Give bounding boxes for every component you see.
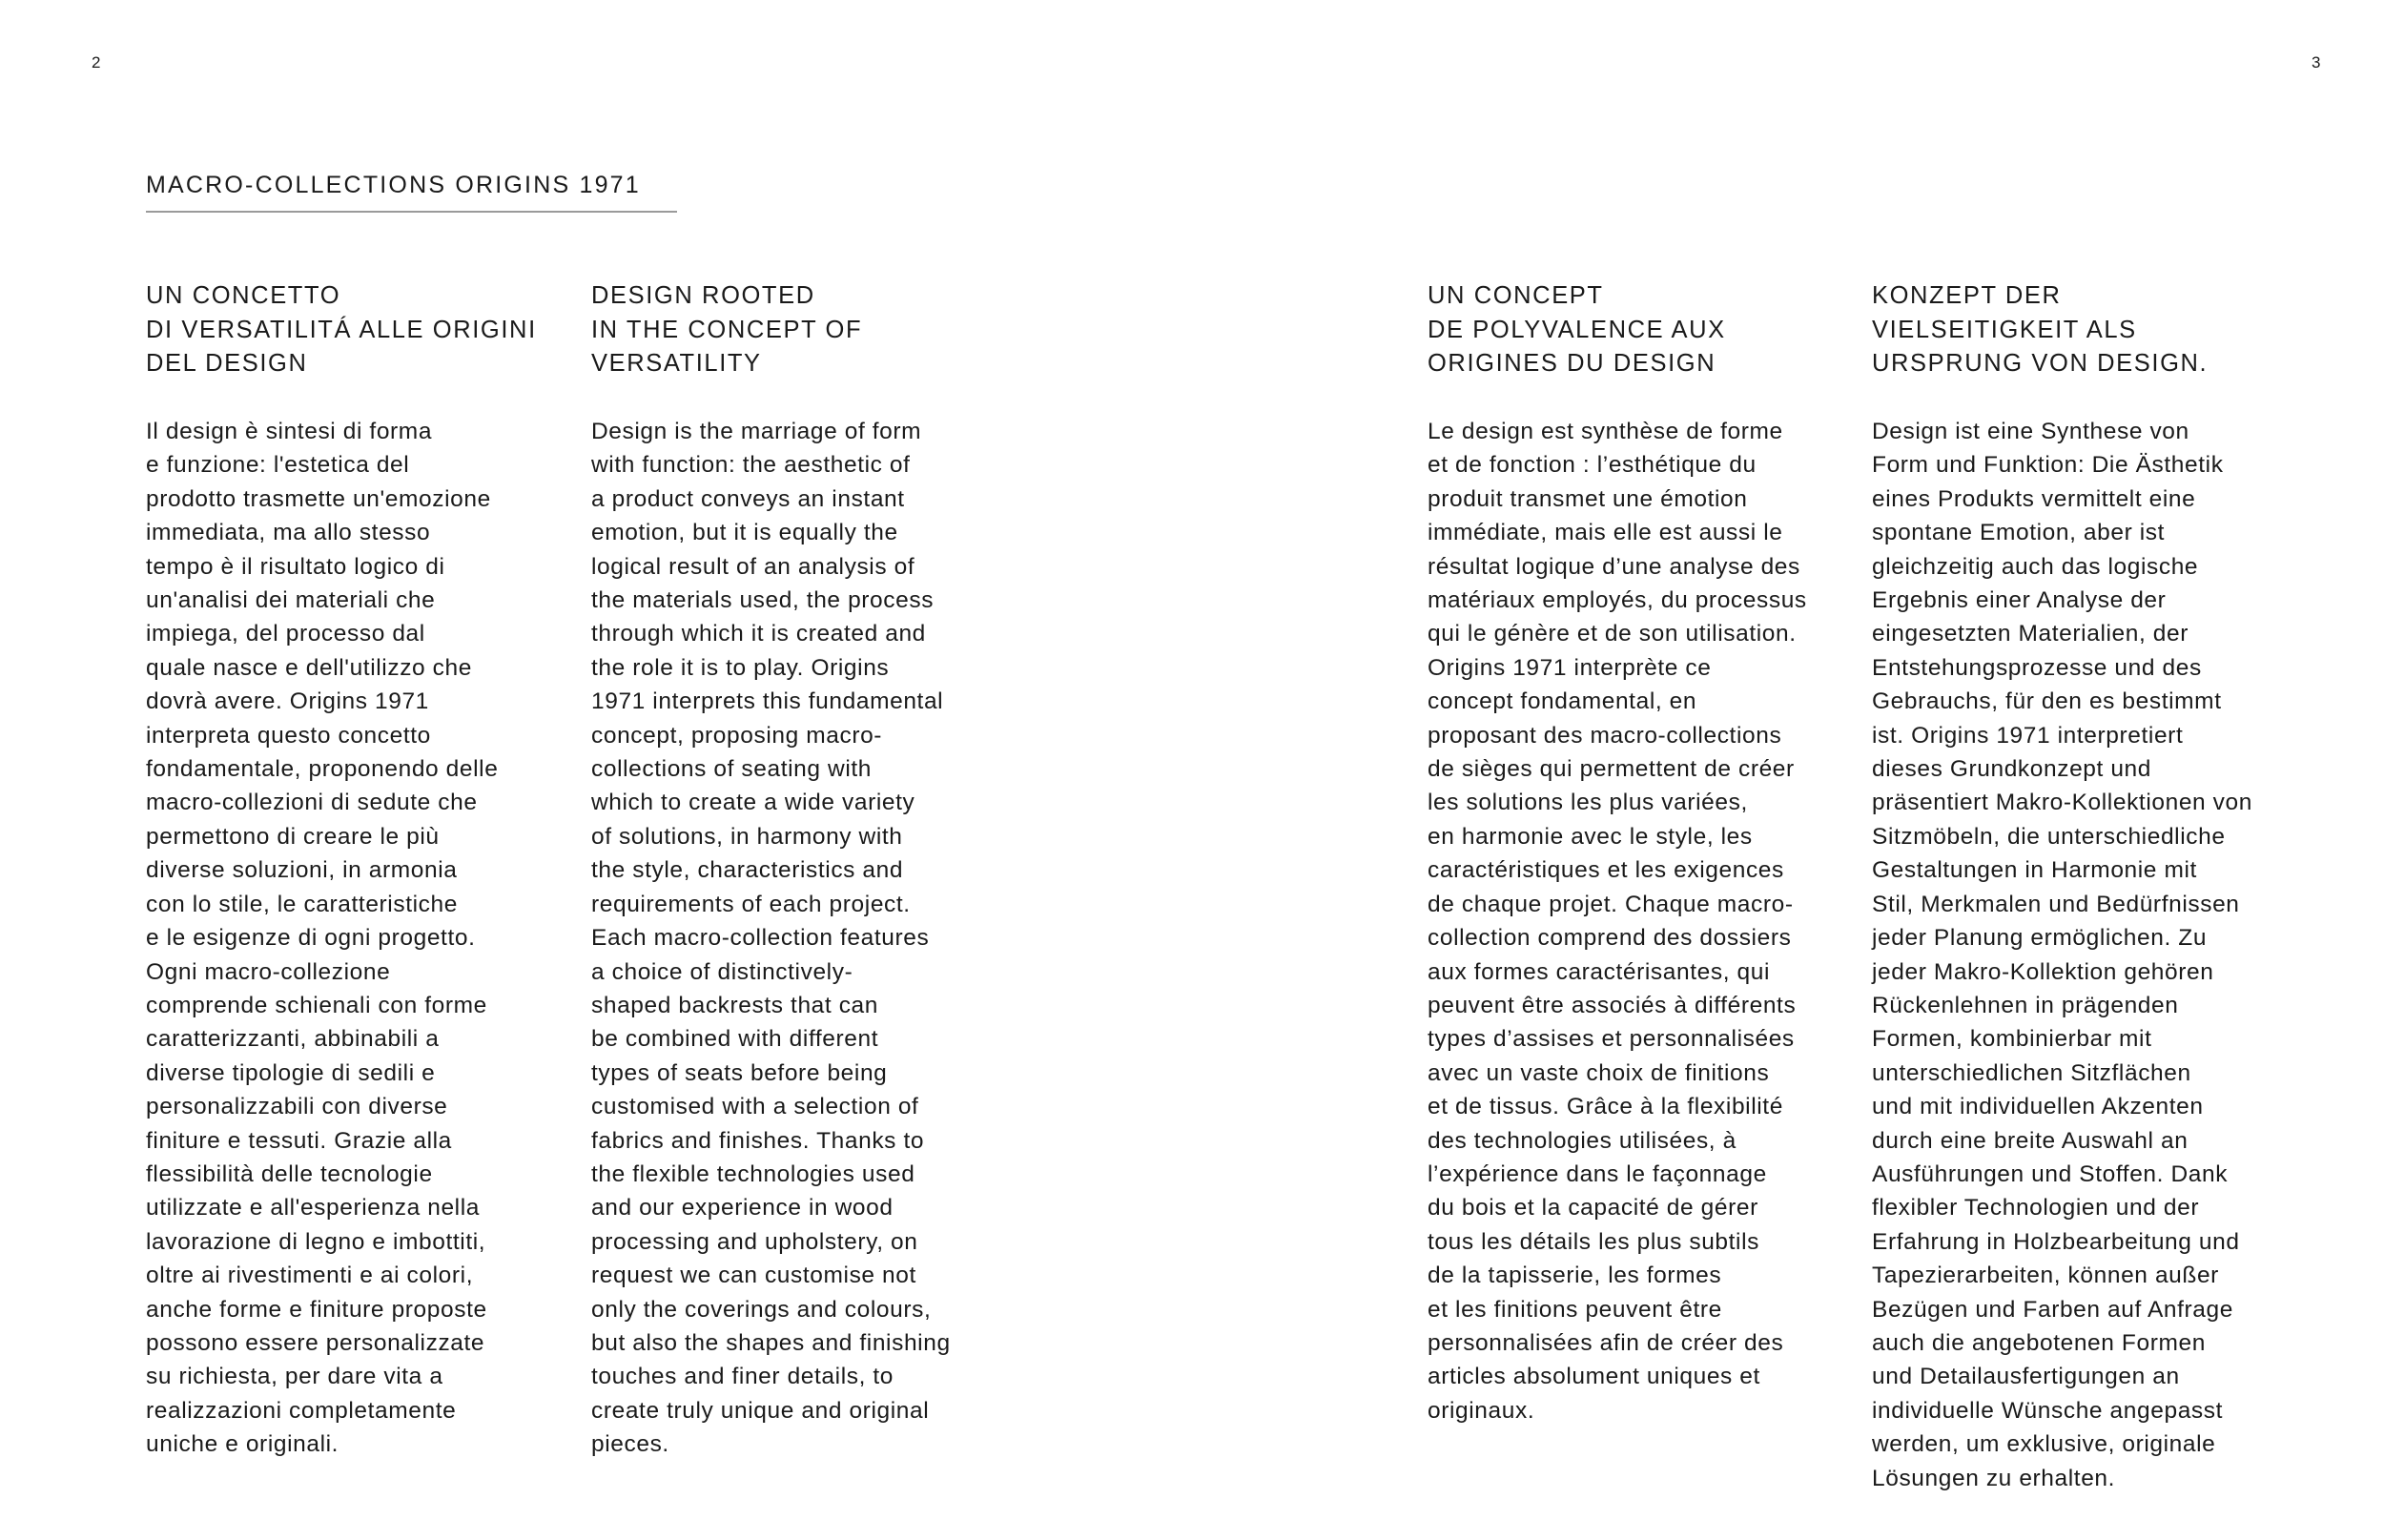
body-line: permettono di creare le più [146,823,440,850]
body-line: flessibilità delle tecnologie [146,1160,433,1187]
body-line: personalizzabili con diverse [146,1094,448,1120]
body-line: und mit individuellen Akzenten [1872,1094,2204,1120]
body-line: macro-collezioni di sedute che [146,790,478,816]
heading-line: DEL DESIGN [146,350,308,377]
body-line: articles absolument uniques et [1428,1364,1760,1390]
heading-line: UN CONCETTO [146,282,341,309]
body-line: flexibler Technologien und der [1872,1195,2200,1222]
heading-line: DESIGN ROOTED [591,282,815,309]
body-line: fondamentale, proponendo delle [146,756,499,783]
body-line: Stil, Merkmalen und Bedürfnissen [1872,891,2240,917]
body-line: the style, characteristics and [591,857,904,884]
body-line: de sièges qui permettent de créer [1428,756,1795,783]
body-line: un'analisi dei materiali che [146,587,436,614]
body-line: ist. Origins 1971 interpretiert [1872,722,2184,749]
body-line: impiega, del processo dal [146,621,425,647]
body-line: Origins 1971 interprète ce [1428,654,1712,681]
body-line: utilizzate e all'esperienza nella [146,1195,480,1222]
body-line: prodotto trasmette un'emozione [146,485,491,512]
column-body [1872,415,2292,1495]
body-line: Ogni macro-collezione [146,958,391,985]
body-line: requirements of each project. [591,891,911,917]
body-line: Entstehungsprozesse und des [1872,654,2202,681]
body-line: Erfahrung in Holzbearbeitung und [1872,1228,2240,1255]
body-line: collection comprend des dossiers [1428,925,1792,952]
heading-line: DI VERSATILITÁ ALLE ORIGINI [146,316,537,343]
body-line: con lo stile, le caratteristiche [146,891,458,917]
body-line: personnalisées afin de créer des [1428,1329,1784,1356]
body-line: fabrics and finishes. Thanks to [591,1127,925,1154]
body-line: résultat logique d’une analyse des [1428,553,1800,580]
body-line: Formen, kombinierbar mit [1872,1026,2152,1053]
column-heading [1872,279,2292,381]
body-line: lavorazione di legno e imbottiti, [146,1228,486,1255]
body-line: aux formes caractérisantes, qui [1428,958,1771,985]
heading-line: ORIGINES DU DESIGN [1428,350,1716,377]
body-line: collections of seating with [591,756,873,783]
body-line: comprende schienali con forme [146,992,487,1018]
body-line: 1971 interprets this fundamental [591,688,944,715]
body-line: et les finitions peuvent être [1428,1296,1722,1323]
body-line: a choice of distinctively- [591,958,853,985]
body-line: Each macro-collection features [591,925,930,952]
body-line: immédiate, mais elle est aussi le [1428,520,1783,546]
body-line: of solutions, in harmony with [591,823,903,850]
body-line: l’expérience dans le façonnage [1428,1160,1767,1187]
body-line: tous les détails les plus subtils [1428,1228,1759,1255]
column-italian [146,279,565,1462]
body-line: uniche e originali. [146,1431,339,1458]
body-line: avec un vaste choix de finitions [1428,1059,1770,1086]
body-line: a product conveys an instant [591,485,905,512]
body-line: touches and finer details, to [591,1364,894,1390]
body-line: with function: the aesthetic of [591,452,911,479]
column-english [591,279,1011,1462]
body-line: immediata, ma allo stesso [146,520,431,546]
body-line: concept, proposing macro- [591,722,883,749]
column-heading [1428,279,1847,381]
body-line: possono essere personalizzate [146,1329,485,1356]
body-line: Form und Funktion: Die Ästhetik [1872,452,2224,479]
body-line: diverse soluzioni, in armonia [146,857,458,884]
body-line: through which it is created and [591,621,926,647]
column-french [1428,279,1847,1427]
body-line: Gestaltungen in Harmonie mit [1872,857,2197,884]
body-line: spontane Emotion, aber ist [1872,520,2166,546]
page-number-left: 2 [92,53,101,72]
body-line: create truly unique and original [591,1397,930,1424]
body-line: individuelle Wünsche angepasst [1872,1397,2224,1424]
body-line: su richiesta, per dare vita a [146,1364,443,1390]
body-line: Il design è sintesi di forma [146,419,433,444]
heading-line: VIELSEITIGKEIT ALS [1872,316,2137,343]
body-line: quale nasce e dell'utilizzo che [146,654,472,681]
body-line: e le esigenze di ogni progetto. [146,925,476,952]
body-line: emotion, but it is equally the [591,520,898,546]
column-heading [146,279,565,381]
body-line: Le design est synthèse de forme [1428,419,1783,444]
body-line: Sitzmöbeln, die unterschiedliche [1872,823,2226,850]
body-line: customised with a selection of [591,1094,919,1120]
body-line: auch die angebotenen Formen [1872,1329,2206,1356]
heading-line: KONZEPT DER [1872,282,2062,309]
body-line: de chaque projet. Chaque macro- [1428,891,1794,917]
body-line: durch eine breite Auswahl an [1872,1127,2189,1154]
body-line: et de tissus. Grâce à la flexibilité [1428,1094,1783,1120]
body-line: Gebrauchs, für den es bestimmt [1872,688,2222,715]
body-line: dieses Grundkonzept und [1872,756,2152,783]
body-line: jeder Planung ermöglichen. Zu [1872,925,2208,952]
body-line: Rückenlehnen in prägenden [1872,992,2179,1018]
body-line: proposant des macro-collections [1428,722,1782,749]
body-line: diverse tipologie di sedili e [146,1059,436,1086]
body-line: the materials used, the process [591,587,935,614]
body-line: werden, um exklusive, originale [1872,1431,2216,1458]
body-line: eines Produkts vermittelt eine [1872,485,2196,512]
body-line: Tapezierarbeiten, können außer [1872,1263,2219,1289]
body-line: realizzazioni completamente [146,1397,457,1424]
body-line: qui le génère et de son utilisation. [1428,621,1797,647]
body-line: Ergebnis einer Analyse der [1872,587,2167,614]
body-line: präsentiert Makro-Kollektionen von [1872,790,2252,816]
body-line: eingesetzten Materialien, der [1872,621,2189,647]
heading-line: DE POLYVALENCE AUX [1428,316,1726,343]
body-line: dovrà avere. Origins 1971 [146,688,429,715]
body-line: produit transmet une émotion [1428,485,1748,512]
column-german [1872,279,2292,1495]
page-number-right: 3 [2312,53,2321,72]
body-line: caratterizzanti, abbinabili a [146,1026,440,1053]
body-line: tempo è il risultato logico di [146,553,445,580]
body-line: types of seats before being [591,1059,888,1086]
body-line: des technologies utilisées, à [1428,1127,1737,1154]
body-line: Design ist eine Synthese von [1872,419,2189,444]
heading-line: UN CONCEPT [1428,282,1604,309]
body-line: but also the shapes and finishing [591,1329,951,1356]
column-body [591,415,1011,1462]
body-line: oltre ai rivestimenti e ai colori, [146,1263,474,1289]
body-line: shaped backrests that can [591,992,879,1018]
column-body [1428,415,1847,1427]
body-line: pieces. [591,1431,669,1458]
heading-line: URSPRUNG VON DESIGN. [1872,350,2209,377]
body-line: interpreta questo concetto [146,722,431,749]
body-line: de la tapisserie, les formes [1428,1263,1722,1289]
body-line: gleichzeitig auch das logische [1872,553,2199,580]
body-line: the flexible technologies used [591,1160,915,1187]
body-line: Bezügen und Farben auf Anfrage [1872,1296,2233,1323]
body-line: Ausführungen und Stoffen. Dank [1872,1160,2229,1187]
body-line: types d’assises et personnalisées [1428,1026,1795,1053]
body-line: logical result of an analysis of [591,553,915,580]
body-line: les solutions les plus variées, [1428,790,1748,816]
body-line: originaux. [1428,1397,1535,1424]
body-line: et de fonction : l’esthétique du [1428,452,1757,479]
heading-line: VERSATILITY [591,350,762,377]
body-line: concept fondamental, en [1428,688,1697,715]
body-line: matériaux employés, du processus [1428,587,1807,614]
body-line: Design is the marriage of form [591,419,922,444]
body-line: anche forme e finiture proposte [146,1296,487,1323]
body-line: du bois et la capacité de gérer [1428,1195,1758,1222]
body-line: the role it is to play. Origins [591,654,890,681]
section-title: MACRO-COLLECTIONS ORIGINS 1971 [146,172,677,213]
body-line: Lösungen zu erhalten. [1872,1465,2116,1491]
column-body [146,415,565,1462]
body-line: jeder Makro-Kollektion gehören [1872,958,2214,985]
body-line: only the coverings and colours, [591,1296,932,1323]
body-line: peuvent être associés à différents [1428,992,1797,1018]
body-line: caractéristiques et les exigences [1428,857,1784,884]
body-line: be combined with different [591,1026,879,1053]
body-line: e funzione: l'estetica del [146,452,410,479]
body-line: processing and upholstery, on [591,1228,918,1255]
body-line: request we can customise not [591,1263,916,1289]
body-line: finiture e tessuti. Grazie alla [146,1127,452,1154]
column-heading [591,279,1011,381]
body-line: which to create a wide variety [591,790,915,816]
body-line: und Detailausfertigungen an [1872,1364,2180,1390]
heading-line: IN THE CONCEPT OF [591,316,863,343]
body-line: en harmonie avec le style, les [1428,823,1753,850]
body-line: unterschiedlichen Sitzflächen [1872,1059,2191,1086]
body-line: and our experience in wood [591,1195,894,1222]
